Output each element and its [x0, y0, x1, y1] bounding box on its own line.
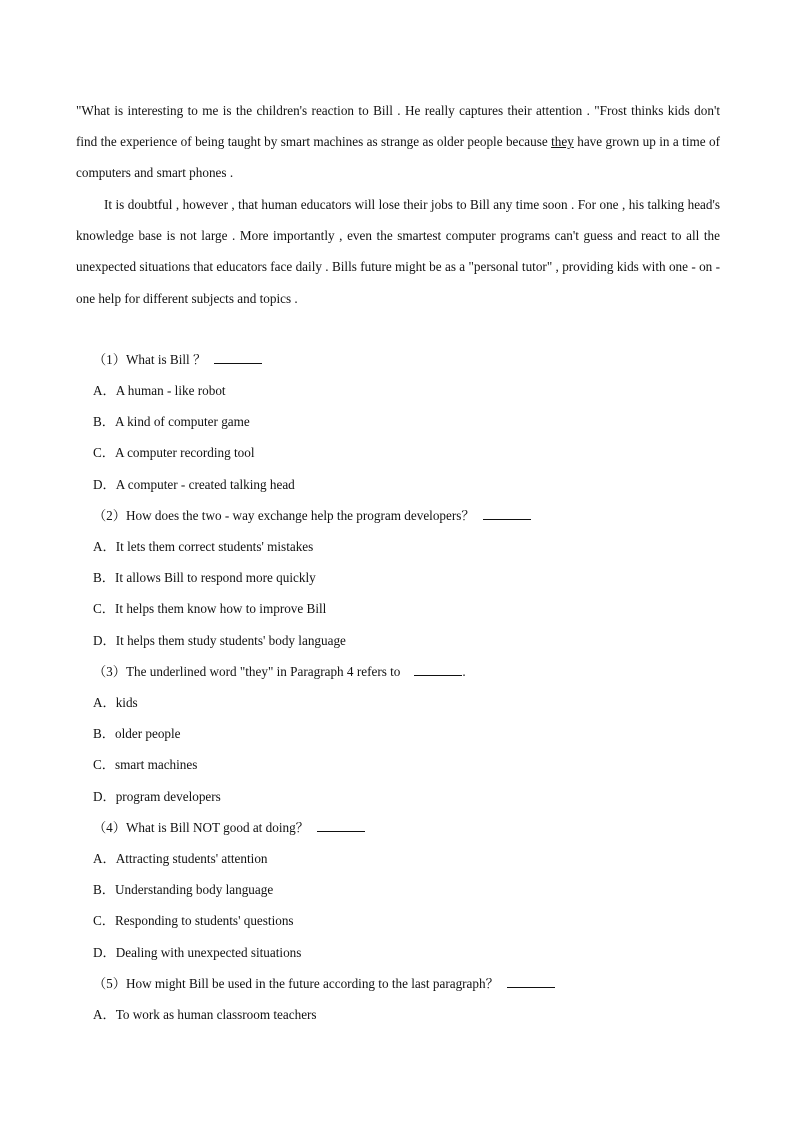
- question-4-stem: （4）What is Bill NOT good at doing？: [93, 820, 309, 835]
- option-4c: C．Responding to students' questions: [93, 913, 294, 928]
- answer-blank-2[interactable]: [483, 508, 531, 520]
- option-1d: D．A computer - created talking head: [93, 477, 295, 492]
- option-2c: C．It helps them know how to improve Bill: [93, 601, 327, 616]
- option-1c: C．A computer recording tool: [93, 445, 255, 460]
- option-1b: B．A kind of computer game: [93, 414, 250, 429]
- option-3a: A．kids: [93, 695, 138, 710]
- answer-blank-3[interactable]: [414, 664, 462, 676]
- question-2-stem: （2）How does the two - way exchange help the program developers？: [93, 508, 475, 523]
- answer-blank-1[interactable]: [214, 352, 262, 364]
- option-4b: B．Understanding body language: [93, 882, 274, 897]
- option-3c: C．smart machines: [93, 757, 198, 772]
- option-2d: D．It helps them study students' body language: [93, 633, 346, 648]
- option-3d: D．program developers: [93, 789, 221, 804]
- option-2b: B．It allows Bill to respond more quickly: [93, 570, 316, 585]
- passage-paragraph-2: It is doubtful , however , that human educators will lose their jobs to Bill any time soon . For one , his talking head's knowledge base is not large . More importantly , even the smartest computer programs can't guess and react to all the unexpected situations that educators face daily . Bills future might be as a "personal tutor" , providing kids with one - on - one help for different subjects and topics .: [76, 197, 720, 306]
- question-3-stem: （3）The underlined word "they" in Paragraph 4 refers to: [93, 664, 401, 679]
- question-1-stem: （1）What is Bill ？: [93, 352, 207, 367]
- question-4: [93, 820, 365, 836]
- passage-paragraph-1: [76, 95, 720, 189]
- option-4d: D．Dealing with unexpected situations: [93, 945, 302, 960]
- option-1a: A．A human - like robot: [93, 383, 226, 398]
- question-3-after: .: [462, 664, 466, 679]
- option-5a: A．To work as human classroom teachers: [93, 1007, 317, 1022]
- question-2: [93, 508, 531, 524]
- underlined-word-they: they: [551, 134, 574, 150]
- option-3b: B．older people: [93, 726, 181, 741]
- question-3: [93, 664, 466, 680]
- passage-p1-text-a: "What is interesting to me is the children's reaction to Bill . He really captures their attention . "Frost thinks kids don't find the experience of being taught by smart machines as strange as older people because: [76, 103, 720, 150]
- question-1: [93, 352, 262, 368]
- passage-p1-text-b: have grown up in a time of computers and smart phones .: [76, 134, 720, 181]
- option-2a: A．It lets them correct students' mistakes: [93, 539, 314, 554]
- answer-blank-5[interactable]: [507, 976, 555, 988]
- question-5: [93, 976, 555, 992]
- answer-blank-4[interactable]: [317, 820, 365, 832]
- option-4a: A．Attracting students' attention: [93, 851, 268, 866]
- question-5-stem: （5）How might Bill be used in the future according to the last paragraph？: [93, 976, 499, 991]
